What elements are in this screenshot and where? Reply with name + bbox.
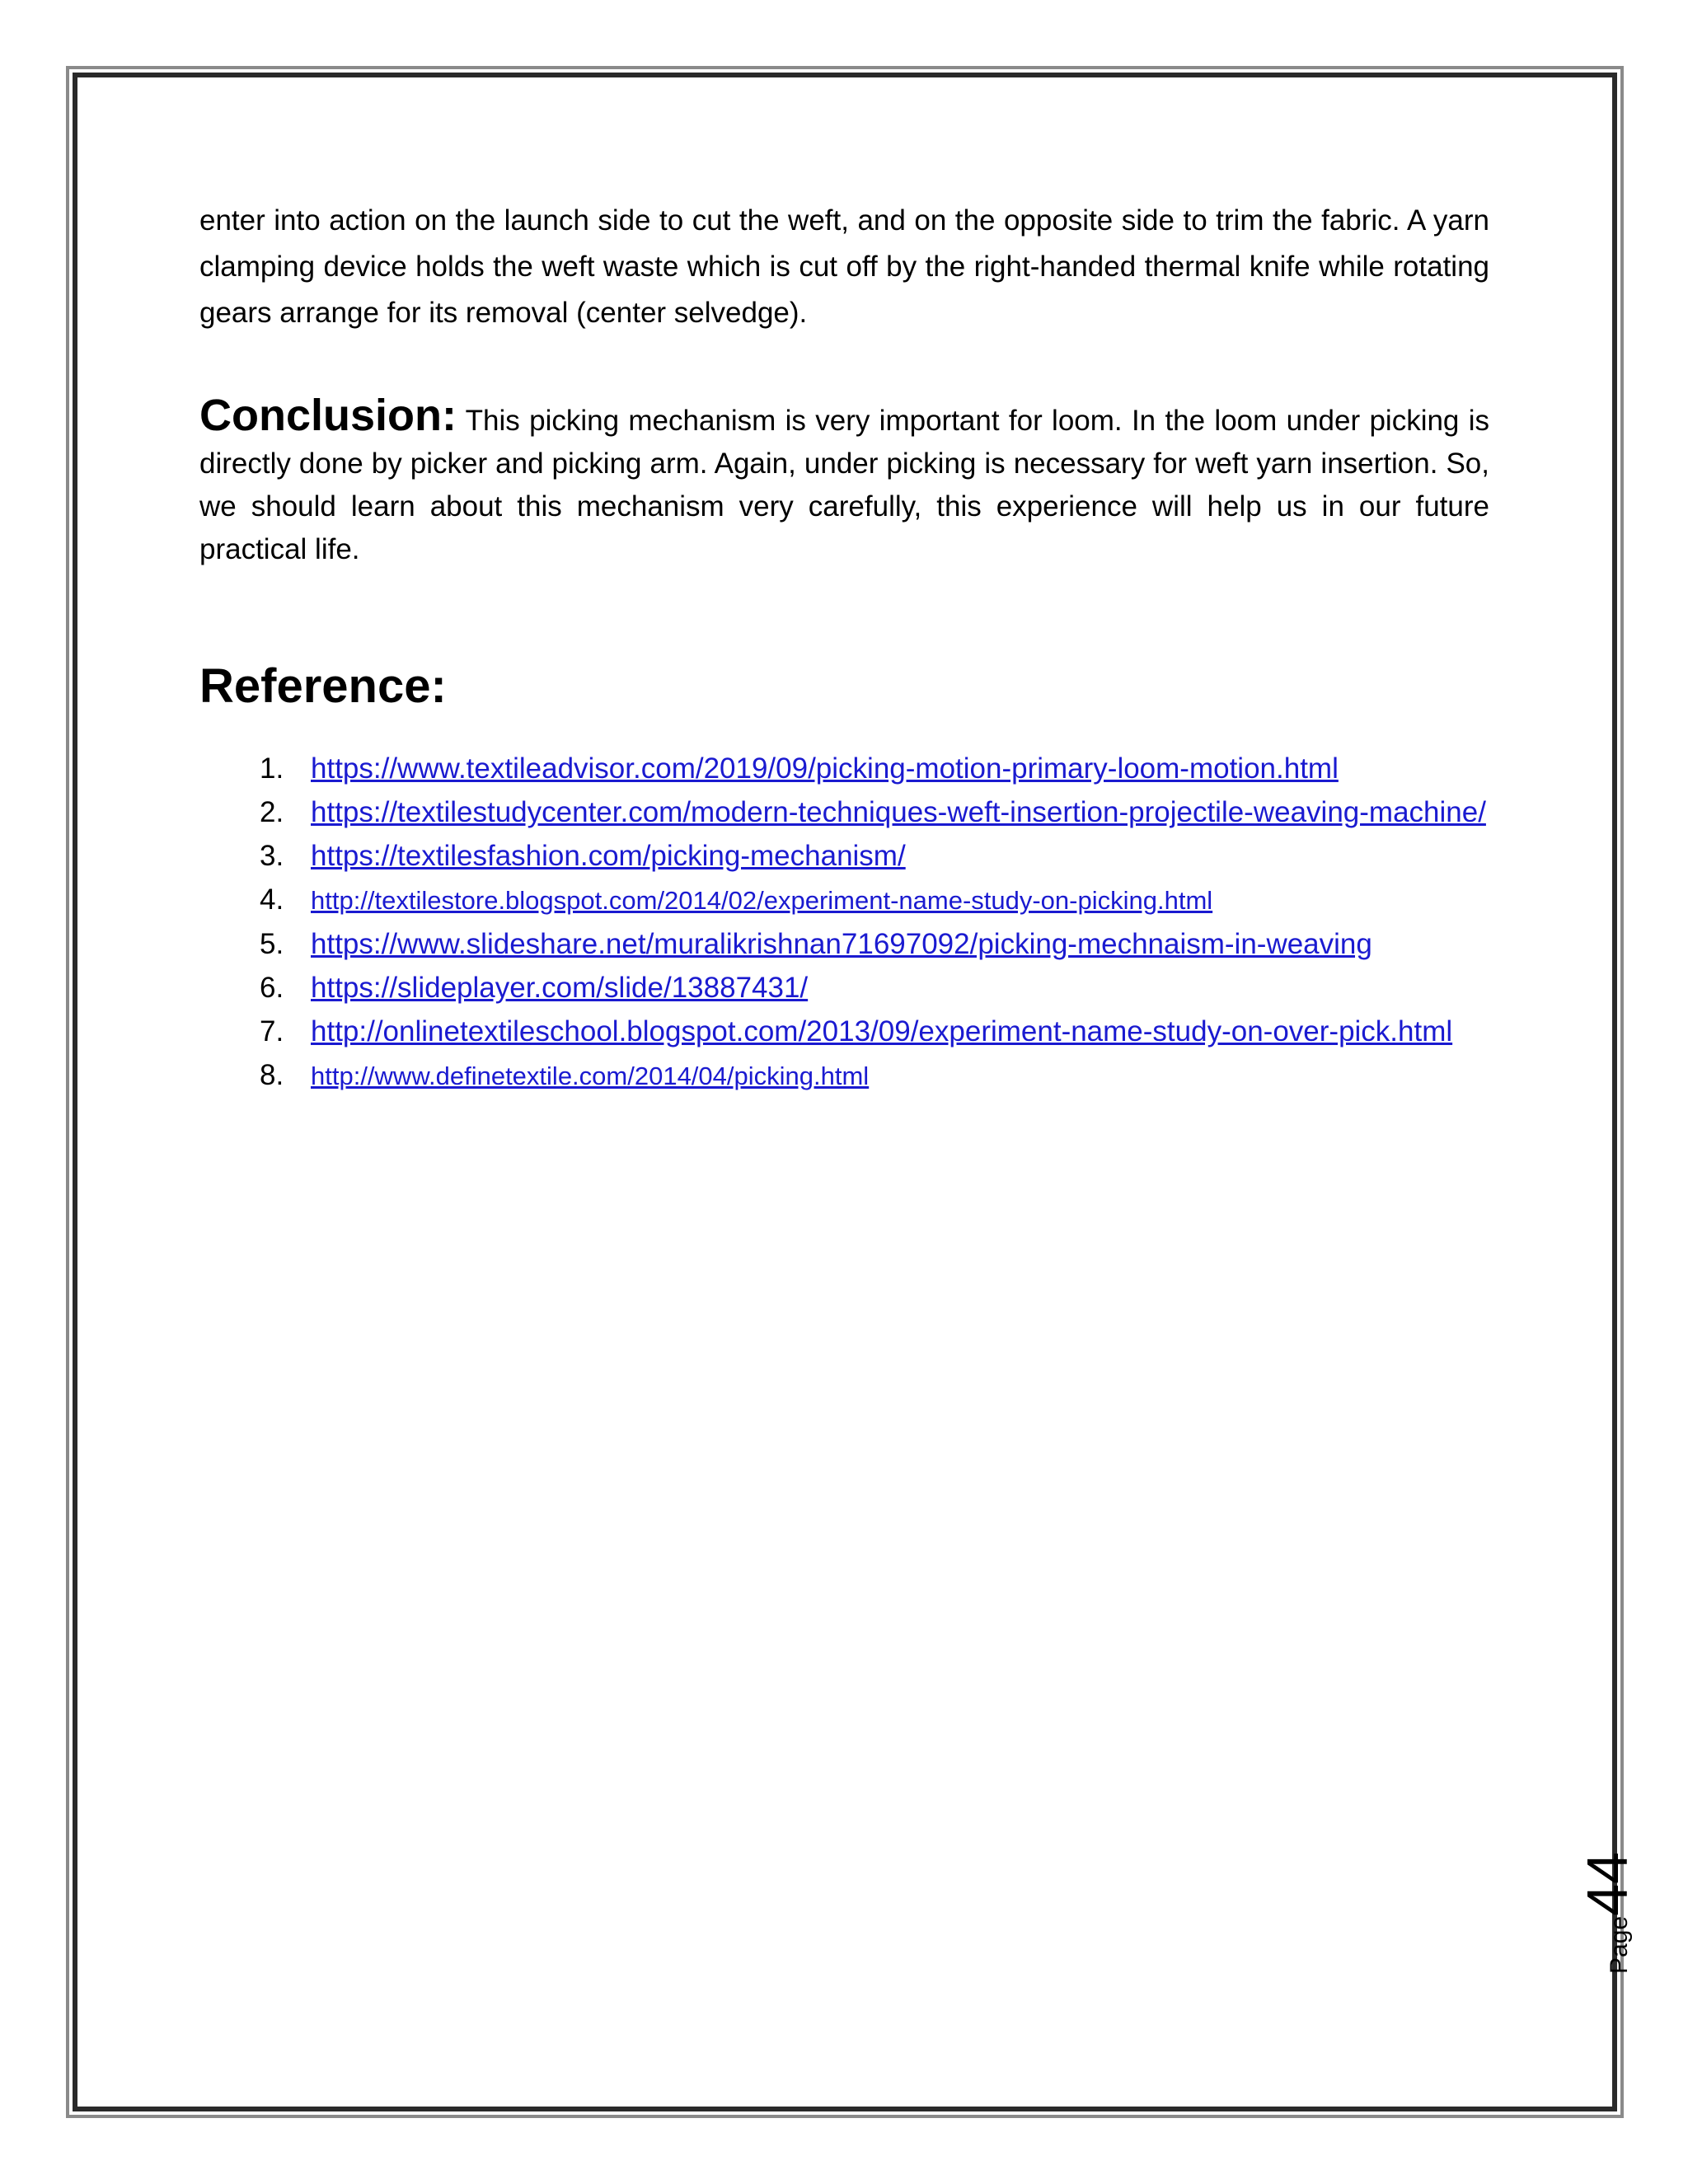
reference-link[interactable]: http://textilestore.blogspot.com/2014/02/experiment-name-study-on-picking.html (311, 886, 1213, 915)
reference-link[interactable]: http://www.definetextile.com/2014/04/picking.html (311, 1062, 870, 1090)
reference-item (199, 747, 1489, 790)
reference-number: 8. (260, 1059, 284, 1091)
page-label: Page (1606, 1915, 1633, 1974)
reference-item (199, 966, 1489, 1010)
reference-number: 1. (260, 752, 284, 785)
conclusion-text: This picking mechanism is very important for loom. In the loom under picking is directly done by picker and picking arm. Again, under picking is necessary for weft yarn insertion. So, we should learn about this mechanism very carefully, this experience will help us in our future practical life. (199, 405, 1489, 565)
page-content (199, 198, 1489, 1098)
reference-link[interactable]: https://slideplayer.com/slide/13887431/ (311, 972, 809, 1004)
conclusion-heading: Conclusion: (199, 391, 457, 440)
reference-heading: Reference: (199, 659, 447, 713)
reference-link[interactable]: https://textilesfashion.com/picking-mechanism/ (311, 840, 906, 872)
reference-link[interactable]: http://onlinetextileschool.blogspot.com/2013/09/experiment-name-study-on-over-pick.html (311, 1015, 1453, 1047)
reference-number: 5. (260, 928, 284, 960)
reference-number: 4. (260, 883, 284, 916)
reference-number: 7. (260, 1015, 284, 1047)
reference-item (199, 834, 1489, 878)
reference-number: 6. (260, 972, 284, 1004)
reference-list (199, 747, 1489, 1098)
reference-item (199, 922, 1489, 966)
reference-link[interactable]: https://textilestudycenter.com/modern-techniques-weft-insertion-projectile-weaving-machine/ (311, 796, 1486, 828)
reference-number: 2. (260, 796, 284, 828)
conclusion-paragraph (199, 391, 1489, 571)
reference-item (199, 790, 1489, 834)
reference-item (199, 1053, 1489, 1098)
intro-paragraph: enter into action on the launch side to cut the weft, and on the opposite side to trim the fabric. A yarn clamping device holds the weft waste which is cut off by the right-handed thermal knife while rotating gears arrange for its removal (center selvedge). (199, 204, 1489, 329)
reference-item (199, 1010, 1489, 1053)
reference-link[interactable]: https://www.textileadvisor.com/2019/09/picking-motion-primary-loom-motion.html (311, 752, 1339, 785)
page-number-value: 44 (1575, 1852, 1639, 1916)
reference-link[interactable]: https://www.slideshare.net/muralikrishnan71697092/picking-mechnaism-in-weaving (311, 928, 1372, 960)
reference-number: 3. (260, 840, 284, 872)
reference-item (199, 878, 1489, 922)
page-number (1574, 1852, 1640, 1974)
